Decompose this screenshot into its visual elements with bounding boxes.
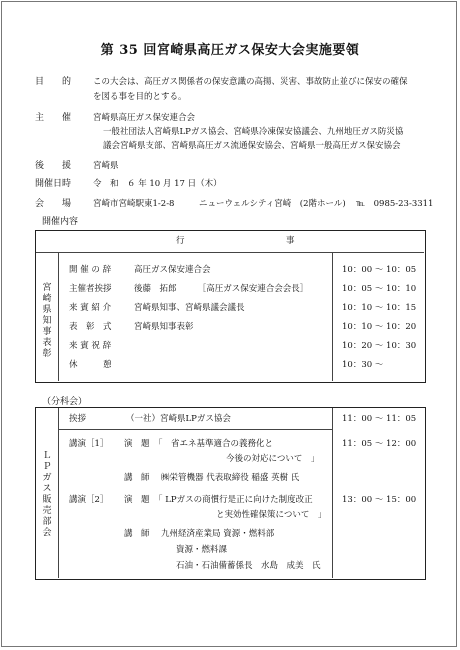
program-detail: 高圧ガス保安連合会 — [134, 265, 211, 275]
greeting-divider — [58, 429, 332, 430]
lecture2-title-label: 演 題 — [124, 495, 150, 505]
header-divider — [36, 252, 424, 253]
lecture1-title-label: 演 題 — [124, 439, 150, 449]
lecture2-speaker-label: 講 師 — [124, 529, 150, 539]
program-detail: 後藤 拓郎 ［高圧ガス保安連合会会長］ — [134, 284, 309, 294]
lecture1-title-1: 「 省エネ基準適合の義務化と — [154, 439, 274, 449]
program-time: 10：10 〜 10：20 — [342, 322, 417, 332]
host-line1: 宮崎県高圧ガス保安連合会 — [93, 113, 196, 123]
side-label-governor-award: 宮崎県知事表彰 — [42, 283, 52, 359]
support-label: 後 援 — [35, 161, 72, 171]
lecture2-title-2: と実効性確保策について 」 — [216, 510, 327, 520]
lecture1-title-2: 今後の対応について 」 — [226, 454, 320, 464]
lecture2-time: 13：00 〜 15：00 — [342, 495, 417, 505]
program-item: 主催者挨拶 — [69, 284, 112, 294]
greeting-detail: （一社）宮崎県LPガス協会 — [126, 414, 231, 424]
lecture2-speaker-3: 石油・石油備蓄係長 水島 成美 氏 — [176, 561, 321, 571]
side-divider — [58, 408, 59, 578]
program-detail: 宮崎県知事、宮崎県議会議長 — [134, 303, 245, 313]
venue-name: ニューウェルシティ宮崎 (2階ホール) — [199, 199, 346, 209]
venue-tel: ℡ 0985-23-3311 — [356, 199, 434, 209]
lecture2-speaker-2: 資源・燃料課 — [176, 545, 228, 555]
program-item: 来 賓 紹 介 — [69, 303, 112, 313]
greeting-time: 11：00 〜 11：05 — [342, 414, 417, 424]
section2-caption: （分科会） — [42, 397, 88, 407]
program-time: 10：05 〜 10：10 — [342, 284, 417, 294]
lecture2-label: 講演［2］ — [69, 495, 109, 505]
host-line3: 議会宮崎県支部、宮崎県高圧ガス流通保安協会、宮崎県一般高圧ガス保安協会 — [103, 141, 401, 151]
lecture1-time: 11：05 〜 12：00 — [342, 439, 417, 449]
document-page — [1, 1, 457, 647]
purpose-line1: この大会は、高圧ガス関係者の保安意識の高揚、災害、事故防止並びに保安の確保 — [93, 77, 408, 87]
time-divider — [332, 408, 333, 578]
host-label: 主 催 — [35, 113, 72, 123]
program-item: 表 彰 式 — [69, 322, 112, 332]
lecture2-title-1: 「 LPガスの商慣行是正に向けた制度改正 — [154, 495, 313, 505]
date-value: 令 和 ６ 年 10 月 17 日（木） — [93, 179, 222, 189]
lecture1-label: 講演［1］ — [69, 439, 109, 449]
lecture2-speaker-1: 九州経済産業局 資源・燃料部 — [161, 529, 275, 539]
program-item: 来 賓 祝 辞 — [69, 341, 112, 351]
page-title: 第 35 回宮崎県高圧ガス保安大会実施要領 — [100, 43, 360, 58]
side-divider — [58, 252, 59, 381]
lecture1-speaker: ㈱栄管機器 代表取締役 稲盛 英樹 氏 — [161, 473, 300, 483]
program-detail: 宮崎県知事表彰 — [134, 322, 194, 332]
support-value: 宮崎県 — [93, 161, 119, 171]
program-item: 休 憩 — [69, 360, 112, 370]
host-line2: 一般社団法人宮崎県LPガス協会、宮崎県冷凍保安協議会、九州地圧ガス防災協 — [103, 127, 404, 137]
purpose-label: 目 的 — [35, 77, 72, 87]
lecture1-speaker-label: 講 師 — [124, 473, 150, 483]
date-label: 開催日時 — [35, 179, 72, 189]
greeting-label: 挨拶 — [69, 414, 87, 424]
header-right: 事 — [286, 236, 295, 246]
venue-label: 会 場 — [35, 199, 72, 209]
header-left: 行 — [176, 236, 185, 246]
subcommittee-table — [35, 407, 426, 580]
venue-address: 宮崎市宮崎駅東1-2-8 — [93, 199, 175, 209]
side-label-lpg-sales: ＬＰガス販売部会 — [42, 451, 52, 538]
purpose-line2: を図る事を目的とする。 — [93, 92, 187, 102]
section1-caption: 開催内容 — [42, 217, 79, 227]
time-divider — [332, 252, 333, 381]
program-time: 10：30 〜 — [342, 360, 384, 370]
program-time: 10：20 〜 10：30 — [342, 341, 417, 351]
program-table — [35, 230, 426, 383]
program-time: 10：00 〜 10：05 — [342, 265, 417, 275]
program-item: 開 催 の 辞 — [69, 265, 112, 275]
program-time: 10：10 〜 10：15 — [342, 303, 417, 313]
